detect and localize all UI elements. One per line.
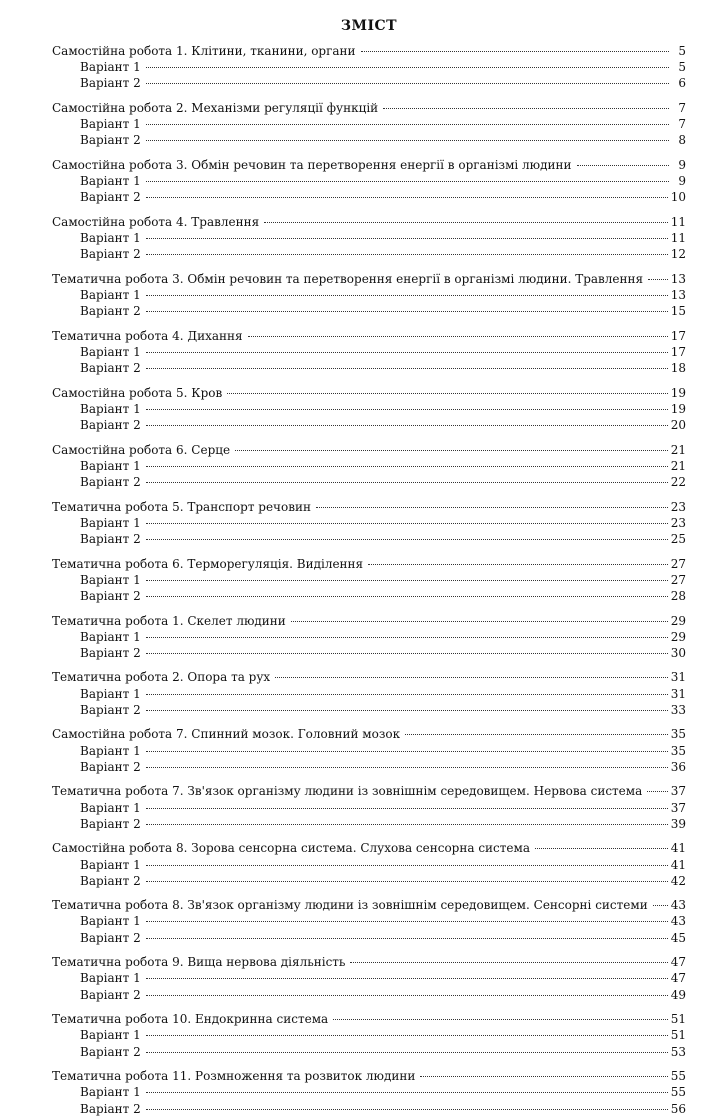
- toc-subitem-page-number: 17: [670, 344, 686, 359]
- toc-section: [52, 783, 686, 832]
- dot-leader: [146, 254, 668, 255]
- toc-section: [52, 669, 686, 718]
- toc-list: [52, 43, 686, 1117]
- toc-subitem-page-number: 30: [670, 645, 686, 660]
- toc-subitem-text: Варіант 2: [80, 361, 141, 376]
- dot-leader: [368, 564, 668, 565]
- toc-subitem-text: Варіант 2: [80, 418, 141, 433]
- toc-heading-text: Самостійна робота 4. Травлення: [52, 214, 260, 229]
- toc-subitem-page-number: 56: [670, 1101, 686, 1116]
- dot-leader: [146, 808, 668, 809]
- toc-heading[interactable]: [52, 613, 686, 629]
- toc-subitem-text: Варіант 1: [80, 743, 141, 758]
- toc-section: [52, 1068, 686, 1117]
- toc-subitem-text: Варіант 1: [80, 1085, 141, 1100]
- toc-subitem-text: Варіант 1: [80, 231, 141, 246]
- toc-subitem-page-number: 39: [670, 816, 686, 831]
- toc-subitem-page-number: 43: [670, 914, 686, 929]
- toc-subitem-text: Варіант 1: [80, 515, 141, 530]
- toc-heading[interactable]: [52, 442, 686, 458]
- toc-subitem[interactable]: [52, 246, 686, 262]
- dot-leader: [361, 51, 669, 52]
- toc-subitem-text: Варіант 2: [80, 816, 141, 831]
- toc-subitem-text: Варіант 2: [80, 1044, 141, 1059]
- toc-heading-page-number: 21: [670, 442, 686, 457]
- toc-heading[interactable]: [52, 1068, 686, 1084]
- toc-heading-page-number: 23: [670, 499, 686, 514]
- dot-leader: [653, 905, 668, 906]
- toc-section: [52, 897, 686, 946]
- toc-heading-text: Тематична робота 5. Транспорт речовин: [52, 499, 311, 514]
- toc-subitem[interactable]: [52, 116, 686, 132]
- toc-subitem[interactable]: [52, 1084, 686, 1100]
- dot-leader: [146, 523, 668, 524]
- toc-subitem[interactable]: [52, 75, 686, 91]
- toc-subitem-page-number: 31: [670, 686, 686, 701]
- toc-subitem-text: Варіант 2: [80, 76, 141, 91]
- toc-heading-text: Тематична робота 11. Розмноження та розвиток людини: [52, 1069, 416, 1084]
- toc-heading[interactable]: [52, 43, 686, 59]
- toc-section: [52, 157, 686, 206]
- toc-subitem-text: Варіант 2: [80, 759, 141, 774]
- toc-heading-text: Самостійна робота 3. Обмін речовин та перетворення енергії в організмі людини: [52, 157, 572, 172]
- toc-subitem-page-number: 55: [670, 1085, 686, 1100]
- toc-subitem[interactable]: [52, 360, 686, 376]
- toc-subitem-page-number: 36: [670, 759, 686, 774]
- dot-leader: [235, 450, 668, 451]
- toc-subitem-text: Варіант 1: [80, 629, 141, 644]
- toc-subitem-text: Варіант 2: [80, 133, 141, 148]
- toc-subitem[interactable]: [52, 132, 686, 148]
- toc-subitem[interactable]: [52, 303, 686, 319]
- toc-subitem-page-number: 8: [678, 133, 686, 148]
- toc-subitem[interactable]: [52, 1101, 686, 1117]
- toc-subitem-text: Варіант 1: [80, 344, 141, 359]
- dot-leader: [291, 621, 668, 622]
- toc-subitem[interactable]: [52, 857, 686, 873]
- toc-section: [52, 613, 686, 662]
- toc-heading[interactable]: [52, 157, 686, 173]
- toc-heading[interactable]: [52, 556, 686, 572]
- toc-heading-page-number: 9: [678, 157, 686, 172]
- toc-heading-page-number: 13: [670, 271, 686, 286]
- dot-leader: [647, 791, 667, 792]
- dot-leader: [146, 539, 668, 540]
- dot-leader: [146, 881, 668, 882]
- dot-leader: [146, 124, 669, 125]
- toc-subitem-text: Варіант 1: [80, 458, 141, 473]
- dot-leader: [333, 1019, 668, 1020]
- toc-subitem[interactable]: [52, 1044, 686, 1060]
- toc-section: [52, 1011, 686, 1060]
- dot-leader: [146, 710, 668, 711]
- toc-subitem[interactable]: [52, 189, 686, 205]
- toc-subitem-page-number: 10: [670, 190, 686, 205]
- dot-leader: [146, 1052, 668, 1053]
- dot-leader: [275, 677, 668, 678]
- toc-heading[interactable]: [52, 271, 686, 287]
- toc-subitem[interactable]: [52, 59, 686, 75]
- dot-leader: [146, 865, 668, 866]
- toc-subitem[interactable]: [52, 287, 686, 303]
- toc-heading-page-number: 55: [670, 1069, 686, 1084]
- toc-heading-text: Самостійна робота 6. Серце: [52, 442, 231, 457]
- dot-leader: [420, 1076, 667, 1077]
- dot-leader: [146, 83, 669, 84]
- toc-subitem-page-number: 15: [670, 304, 686, 319]
- toc-heading[interactable]: [52, 214, 686, 230]
- toc-subitem[interactable]: [52, 344, 686, 360]
- toc-subitem[interactable]: [52, 800, 686, 816]
- toc-heading[interactable]: [52, 499, 686, 515]
- toc-subitem-text: Варіант 1: [80, 288, 141, 302]
- toc-subitem[interactable]: [52, 873, 686, 889]
- toc-subitem-page-number: 45: [670, 930, 686, 945]
- toc-subitem-text: Варіант 1: [80, 914, 141, 929]
- dot-leader: [146, 181, 669, 182]
- toc-heading[interactable]: [52, 100, 686, 116]
- toc-subitem[interactable]: [52, 474, 686, 490]
- dot-leader: [146, 295, 668, 296]
- toc-subitem-page-number: 11: [670, 231, 686, 246]
- dot-leader: [146, 1109, 668, 1110]
- dot-leader: [146, 824, 668, 825]
- toc-heading[interactable]: [52, 954, 686, 970]
- toc-heading-page-number: 29: [670, 613, 686, 628]
- toc-subitem-page-number: 6: [678, 76, 686, 91]
- toc-subitem-page-number: 20: [670, 418, 686, 433]
- toc-subitem-page-number: 5: [678, 60, 686, 75]
- dot-leader: [227, 393, 667, 394]
- toc-subitem-text: Варіант 2: [80, 930, 141, 945]
- toc-heading-text: Тематична робота 7. Зв'язок організму людини із зовнішнім середовищем. Нервова система: [52, 784, 643, 799]
- dot-leader: [264, 222, 668, 223]
- dot-leader: [350, 962, 667, 963]
- dot-leader: [146, 580, 668, 581]
- toc-title: ЗМІСТ: [340, 18, 398, 34]
- toc-subitem-page-number: 9: [678, 174, 686, 189]
- toc-subitem-page-number: 27: [670, 572, 686, 587]
- dot-leader: [146, 1035, 668, 1036]
- toc-section: [52, 43, 686, 92]
- toc-subitem-text: Варіант 2: [80, 645, 141, 660]
- toc-heading-page-number: 43: [670, 898, 686, 913]
- toc-heading-text: Тематична робота 9. Вища нервова діяльність: [52, 955, 346, 970]
- toc-subitem[interactable]: [52, 230, 686, 246]
- toc-subitem[interactable]: [52, 913, 686, 929]
- toc-subitem[interactable]: [52, 572, 686, 588]
- toc-subitem[interactable]: [52, 930, 686, 946]
- toc-heading[interactable]: [52, 328, 686, 344]
- dot-leader: [316, 507, 668, 508]
- toc-heading-page-number: 27: [670, 556, 686, 571]
- toc-subitem-page-number: 21: [670, 458, 686, 473]
- dot-leader: [146, 67, 669, 68]
- toc-subitem-page-number: 47: [670, 971, 686, 986]
- dot-leader: [146, 197, 668, 198]
- dot-leader: [146, 694, 668, 695]
- dot-leader: [648, 279, 668, 280]
- toc-subitem-text: Варіант 1: [80, 401, 141, 416]
- dot-leader: [405, 734, 668, 735]
- toc-heading-page-number: 51: [670, 1012, 686, 1027]
- toc-section: [52, 726, 686, 775]
- toc-heading[interactable]: [52, 1011, 686, 1027]
- toc-subitem-page-number: 23: [670, 515, 686, 530]
- toc-subitem-page-number: 12: [670, 247, 686, 262]
- toc-subitem-text: Варіант 2: [80, 304, 141, 319]
- toc-heading-text: Самостійна робота 2. Механізми регуляції функцій: [52, 100, 379, 115]
- toc-heading[interactable]: [52, 897, 686, 913]
- dot-leader: [577, 165, 669, 166]
- toc-subitem[interactable]: [52, 759, 686, 775]
- toc-subitem-page-number: 42: [670, 873, 686, 888]
- toc-subitem[interactable]: [52, 743, 686, 759]
- dot-leader: [146, 409, 668, 410]
- dot-leader: [146, 368, 668, 369]
- toc-subitem[interactable]: [52, 458, 686, 474]
- dot-leader: [146, 995, 668, 996]
- toc-subitem[interactable]: [52, 987, 686, 1003]
- toc-subitem[interactable]: [52, 629, 686, 645]
- toc-subitem-page-number: 33: [670, 702, 686, 717]
- toc-subitem[interactable]: [52, 588, 686, 604]
- toc-subitem-text: Варіант 1: [80, 60, 141, 75]
- dot-leader: [146, 1092, 668, 1093]
- toc-heading-page-number: 31: [670, 670, 686, 685]
- toc-subitem[interactable]: [52, 970, 686, 986]
- toc-subitem-page-number: 19: [670, 401, 686, 416]
- toc-subitem-page-number: 41: [670, 857, 686, 872]
- dot-leader: [146, 637, 668, 638]
- toc-heading-text: Тематична робота 8. Зв'язок організму людини із зовнішнім середовищем. Сенсорні системи: [52, 898, 648, 913]
- toc-heading-text: Тематична робота 2. Опора та рух: [52, 670, 271, 685]
- dot-leader: [146, 238, 668, 239]
- toc-section: [52, 442, 686, 491]
- toc-subitem[interactable]: [52, 645, 686, 661]
- toc-subitem-page-number: 18: [670, 361, 686, 376]
- toc-subitem-text: Варіант 1: [80, 971, 141, 986]
- toc-heading-page-number: 47: [670, 955, 686, 970]
- toc-subitem-page-number: 22: [670, 475, 686, 490]
- toc-heading-page-number: 7: [678, 100, 686, 115]
- dot-leader: [146, 767, 668, 768]
- toc-subitem-text: Варіант 1: [80, 857, 141, 872]
- dot-leader: [146, 352, 668, 353]
- toc-subitem-text: Варіант 1: [80, 117, 141, 132]
- toc-subitem-text: Варіант 2: [80, 190, 141, 205]
- toc-subitem-text: Варіант 2: [80, 873, 141, 888]
- toc-heading-text: Самостійна робота 1. Клітини, тканини, органи: [52, 44, 356, 58]
- toc-subitem-page-number: 7: [678, 117, 686, 132]
- toc-section: [52, 385, 686, 434]
- toc-heading[interactable]: [52, 385, 686, 401]
- toc-section: [52, 271, 686, 320]
- toc-subitem-page-number: 53: [670, 1044, 686, 1059]
- toc-heading-page-number: 37: [670, 784, 686, 799]
- dot-leader: [383, 108, 669, 109]
- toc-subitem-text: Варіант 1: [80, 572, 141, 587]
- dot-leader: [146, 653, 668, 654]
- toc-section: [52, 556, 686, 605]
- dot-leader: [146, 751, 668, 752]
- toc-subitem[interactable]: [52, 702, 686, 718]
- toc-subitem-page-number: 51: [670, 1028, 686, 1043]
- toc-subitem[interactable]: [52, 1027, 686, 1043]
- toc-subitem-text: Варіант 1: [80, 1028, 141, 1043]
- dot-leader: [146, 938, 668, 939]
- toc-heading[interactable]: [52, 840, 686, 856]
- toc-subitem-text: Варіант 1: [80, 174, 141, 189]
- toc-heading-text: Самостійна робота 7. Спинний мозок. Головний мозок: [52, 727, 401, 742]
- toc-subitem-text: Варіант 2: [80, 532, 141, 546]
- dot-leader: [146, 466, 668, 467]
- toc-heading-page-number: 19: [670, 385, 686, 400]
- toc-subitem-text: Варіант 2: [80, 987, 141, 1002]
- toc-heading-page-number: 17: [670, 328, 686, 343]
- dot-leader: [146, 482, 668, 483]
- toc-subitem-text: Варіант 1: [80, 800, 141, 815]
- toc-section: [52, 499, 686, 548]
- toc-heading-text: Тематична робота 10. Ендокринна система: [52, 1012, 329, 1027]
- toc-section: [52, 328, 686, 377]
- toc-section: [52, 954, 686, 1003]
- toc-subitem-page-number: 49: [670, 987, 686, 1002]
- toc-section: [52, 100, 686, 149]
- toc-heading-page-number: 11: [670, 214, 686, 229]
- toc-subitem[interactable]: [52, 515, 686, 531]
- toc-subitem-text: Варіант 2: [80, 1101, 141, 1116]
- dot-leader: [146, 140, 669, 141]
- toc-subitem-text: Варіант 2: [80, 475, 141, 490]
- toc-heading-text: Тематична робота 1. Скелет людини: [52, 613, 286, 628]
- toc-heading-text: Самостійна робота 8. Зорова сенсорна система. Слухова сенсорна система: [52, 841, 530, 856]
- toc-heading-page-number: 35: [670, 727, 686, 742]
- toc-subitem-page-number: 35: [670, 743, 686, 758]
- toc-subitem[interactable]: [52, 686, 686, 702]
- toc-heading-text: Тематична робота 4. Дихання: [52, 328, 243, 343]
- toc-subitem[interactable]: [52, 417, 686, 433]
- toc-subitem[interactable]: [52, 173, 686, 189]
- toc-heading-page-number: 41: [670, 841, 686, 856]
- toc-subitem-page-number: 37: [670, 800, 686, 815]
- toc-heading-text: Тематична робота 3. Обмін речовин та перетворення енергії в організмі людини. Травлення: [52, 271, 644, 286]
- toc-heading-text: Тематична робота 6. Терморегуляція. Виділення: [52, 556, 364, 571]
- toc-subitem-text: Варіант 2: [80, 247, 141, 262]
- toc-subitem-text: Варіант 1: [80, 686, 141, 701]
- dot-leader: [146, 978, 668, 979]
- dot-leader: [146, 425, 668, 426]
- toc-subitem[interactable]: [52, 401, 686, 417]
- dot-leader: [146, 596, 668, 597]
- toc-subitem-page-number: 29: [670, 629, 686, 644]
- toc-subitem[interactable]: [52, 531, 686, 547]
- dot-leader: [248, 336, 668, 337]
- toc-section: [52, 840, 686, 889]
- toc-subitem-text: Варіант 2: [80, 702, 141, 717]
- toc-subitem-page-number: 25: [670, 532, 686, 546]
- toc-heading-page-number: 5: [678, 44, 686, 58]
- toc-heading[interactable]: [52, 726, 686, 742]
- dot-leader: [146, 311, 668, 312]
- dot-leader: [535, 848, 668, 849]
- toc-subitem-text: Варіант 2: [80, 588, 141, 603]
- dot-leader: [146, 921, 668, 922]
- toc-heading[interactable]: [52, 669, 686, 685]
- toc-heading[interactable]: [52, 783, 686, 799]
- toc-subitem[interactable]: [52, 816, 686, 832]
- toc-subitem-page-number: 28: [670, 588, 686, 603]
- toc-section: [52, 214, 686, 263]
- toc-heading-text: Самостійна робота 5. Кров: [52, 385, 223, 400]
- toc-subitem-page-number: 13: [670, 288, 686, 302]
